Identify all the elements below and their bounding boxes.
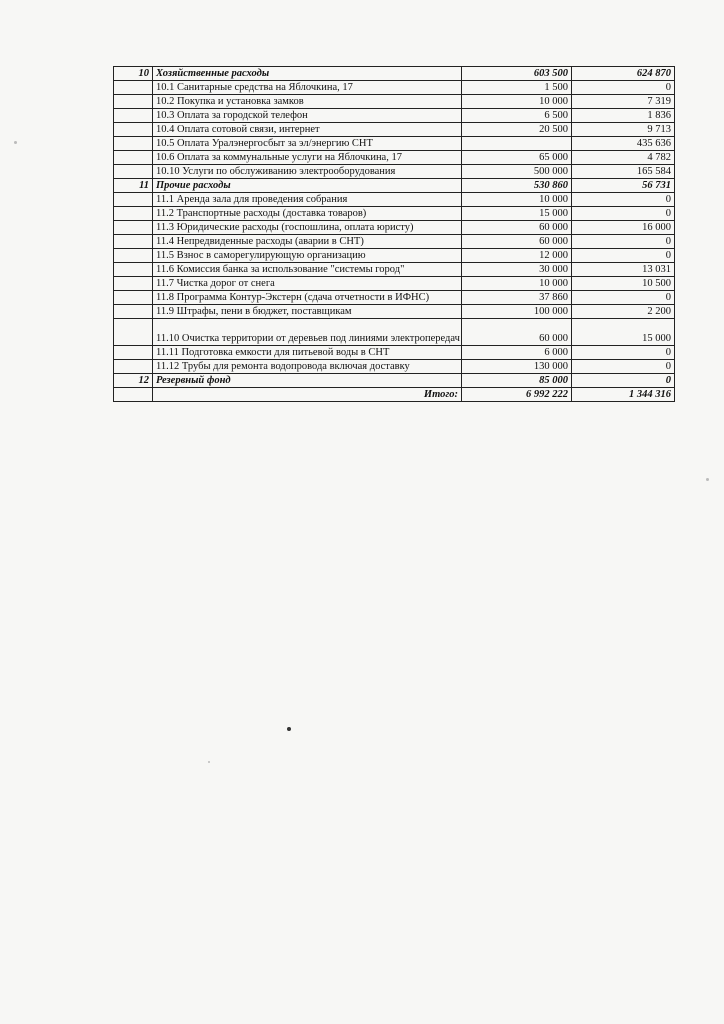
total-fact: 1 344 316 — [572, 388, 675, 402]
total-row — [114, 388, 675, 402]
row-plan-value — [462, 137, 572, 151]
row-name: 11.3 Юридические расходы (госпошлина, оплата юристу) — [153, 221, 462, 235]
row-fact-value: 0 — [572, 346, 675, 360]
row-number — [114, 263, 153, 277]
row-plan-value: 37 860 — [462, 291, 572, 305]
row-fact-value: 16 000 — [572, 221, 675, 235]
row-name: 11.6 Комиссия банка за использование "системы город" — [153, 263, 462, 277]
row-plan-value: 60 000 — [462, 221, 572, 235]
row-plan-value: 6 000 — [462, 346, 572, 360]
row-fact-value: 0 — [572, 249, 675, 263]
row-name: 10.1 Санитарные средства на Яблочкина, 17 — [153, 81, 462, 95]
table-row — [114, 221, 675, 235]
row-fact-value: 1 836 — [572, 109, 675, 123]
row-plan-value: 20 500 — [462, 123, 572, 137]
row-fact-value: 10 500 — [572, 277, 675, 291]
table-row — [114, 193, 675, 207]
scan-dot-mark — [208, 761, 210, 763]
row-name: Резервный фонд — [153, 374, 462, 388]
row-fact-value: 0 — [572, 207, 675, 221]
table-row — [114, 95, 675, 109]
total-plan: 6 992 222 — [462, 388, 572, 402]
table-row — [114, 263, 675, 277]
scan-dot-mark — [287, 727, 291, 731]
row-number — [114, 319, 153, 346]
table-row — [114, 249, 675, 263]
row-fact-value: 0 — [572, 193, 675, 207]
row-fact-value: 435 636 — [572, 137, 675, 151]
row-number — [114, 291, 153, 305]
row-number — [114, 235, 153, 249]
row-number — [114, 123, 153, 137]
row-plan-value: 603 500 — [462, 67, 572, 81]
row-name: 11.4 Непредвиденные расходы (аварии в СНТ) — [153, 235, 462, 249]
row-fact-value: 165 584 — [572, 165, 675, 179]
row-number — [114, 137, 153, 151]
row-name: 11.12 Трубы для ремонта водопровода включая доставку — [153, 360, 462, 374]
row-name: 10.6 Оплата за коммунальные услуги на Яблочкина, 17 — [153, 151, 462, 165]
table-row — [114, 360, 675, 374]
table-row — [114, 165, 675, 179]
scan-dot-mark — [14, 141, 17, 144]
row-fact-value: 624 870 — [572, 67, 675, 81]
row-number — [114, 360, 153, 374]
row-number — [114, 151, 153, 165]
row-fact-value: 9 713 — [572, 123, 675, 137]
row-name: 10.5 Оплата Уралэнергосбыт за эл/энергию СНТ — [153, 137, 462, 151]
row-fact-value: 15 000 — [572, 319, 675, 346]
row-plan-value: 530 860 — [462, 179, 572, 193]
row-fact-value: 0 — [572, 374, 675, 388]
row-name: Прочие расходы — [153, 179, 462, 193]
section-row — [114, 179, 675, 193]
row-name: 11.11 Подготовка емкости для питьевой воды в СНТ — [153, 346, 462, 360]
row-number — [114, 305, 153, 319]
row-plan-value: 60 000 — [462, 235, 572, 249]
row-number — [114, 249, 153, 263]
row-plan-value: 1 500 — [462, 81, 572, 95]
row-number — [114, 221, 153, 235]
row-name: 11.9 Штрафы, пени в бюджет, поставщикам — [153, 305, 462, 319]
total-label: Итого: — [153, 388, 462, 402]
row-plan-value: 130 000 — [462, 360, 572, 374]
row-number — [114, 165, 153, 179]
row-fact-value: 13 031 — [572, 263, 675, 277]
row-fact-value: 0 — [572, 81, 675, 95]
row-number — [114, 277, 153, 291]
row-plan-value: 12 000 — [462, 249, 572, 263]
row-fact-value: 0 — [572, 291, 675, 305]
row-number — [114, 346, 153, 360]
row-number — [114, 109, 153, 123]
row-name: 10.10 Услуги по обслуживанию электрооборудования — [153, 165, 462, 179]
row-name: 11.1 Аренда зала для проведения собрания — [153, 193, 462, 207]
table-row — [114, 123, 675, 137]
row-number — [114, 81, 153, 95]
table-row — [114, 151, 675, 165]
row-fact-value: 4 782 — [572, 151, 675, 165]
table-row — [114, 319, 675, 346]
row-name: Хозяйственные расходы — [153, 67, 462, 81]
row-fact-value: 2 200 — [572, 305, 675, 319]
row-name: 10.4 Оплата сотовой связи, интернет — [153, 123, 462, 137]
row-name: 10.3 Оплата за городской телефон — [153, 109, 462, 123]
row-number: 10 — [114, 67, 153, 81]
row-name: 11.2 Транспортные расходы (доставка товаров) — [153, 207, 462, 221]
table-row — [114, 81, 675, 95]
row-fact-value: 0 — [572, 360, 675, 374]
row-fact-value: 7 319 — [572, 95, 675, 109]
row-plan-value: 60 000 — [462, 319, 572, 346]
expense-table-body — [114, 67, 675, 388]
row-name: 10.2 Покупка и установка замков — [153, 95, 462, 109]
section-row — [114, 374, 675, 388]
row-number — [114, 207, 153, 221]
row-plan-value: 15 000 — [462, 207, 572, 221]
row-fact-value: 0 — [572, 235, 675, 249]
table-row — [114, 277, 675, 291]
section-row — [114, 67, 675, 81]
row-plan-value: 85 000 — [462, 374, 572, 388]
expense-table — [113, 66, 675, 402]
table-row — [114, 137, 675, 151]
table-row — [114, 207, 675, 221]
total-num-cell — [114, 388, 153, 402]
row-plan-value: 100 000 — [462, 305, 572, 319]
row-plan-value: 30 000 — [462, 263, 572, 277]
row-number — [114, 95, 153, 109]
table-row — [114, 346, 675, 360]
table-row — [114, 305, 675, 319]
scan-dot-mark — [706, 478, 709, 481]
row-plan-value: 65 000 — [462, 151, 572, 165]
row-name: 11.5 Взнос в саморегулирующую организацию — [153, 249, 462, 263]
row-number — [114, 193, 153, 207]
row-number: 11 — [114, 179, 153, 193]
row-name: 11.7 Чистка дорог от снега — [153, 277, 462, 291]
row-plan-value: 10 000 — [462, 277, 572, 291]
row-fact-value: 56 731 — [572, 179, 675, 193]
table-row — [114, 235, 675, 249]
row-number: 12 — [114, 374, 153, 388]
row-plan-value: 500 000 — [462, 165, 572, 179]
table-row — [114, 291, 675, 305]
row-plan-value: 6 500 — [462, 109, 572, 123]
row-plan-value: 10 000 — [462, 95, 572, 109]
row-name: 11.8 Программа Контур-Экстерн (сдача отчетности в ИФНС) — [153, 291, 462, 305]
table-row — [114, 109, 675, 123]
row-plan-value: 10 000 — [462, 193, 572, 207]
row-name: 11.10 Очистка территории от деревьев под линиями электропередач — [153, 319, 462, 346]
